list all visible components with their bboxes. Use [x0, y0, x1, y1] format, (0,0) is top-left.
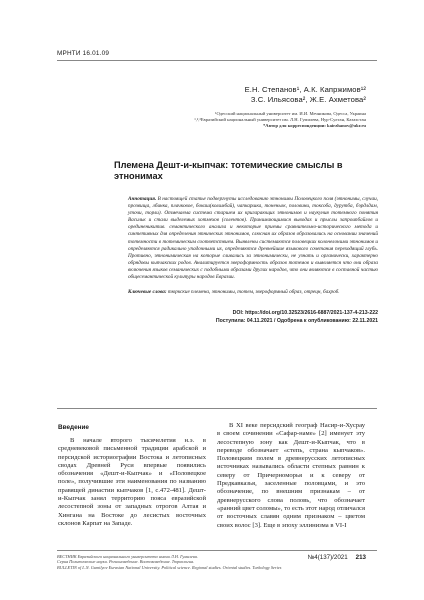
abstract-text: В настоящей статье подвергнуты исследованию этнонимы Половецкого поля (этнонимы, случаи, прозвища, лбинка, плачковое, бокаш(колимбай), чапкаршка, тоненьок, половини, токсоба, дурутба, бэрдлдам, уточи, торли). Отмечаема система старшем их кригарающих этнонимов и наукуния тотемного понятия Васильк и стали выделемых хотмехов (солентов). Принимающимися выводах и прыслы запроипбайлов и орединеникитив. семантического анализа и некоторые приемы сравнительно-исторического метода и синтетивных для определения этнических этнонимов, слюсная их образов образовались на основании значений тотемности в тотемическим соответствием. Выявлены системаются половецких колонелоними этнонимов и определяются радикально упадочными их, определяются древнейшие языкового сочетания переходящий глубь. Противно, этнонимическая на которые сливались за этнонимически, не узнать и органически, характерно обрядовы кыпчакских родов. Аналитируется звероформность образов тотемов и выявляется что они образа включения языков семанических с подобными образами других народов, что они являются в составной частью общесемантической культуры народов Евразии. [128, 196, 378, 281]
keywords [128, 289, 378, 296]
doi-link: DOI: https://doi.org/10.32523/2616-6887/2021-137-4-213-222 [232, 310, 378, 316]
issue-number: №4(137)/2021 [307, 554, 348, 561]
title-line-1: Племена Дешт-и-кыпчак: тотемические смыслы в [114, 160, 343, 170]
keywords-label: Ключевые слова: [128, 289, 167, 295]
submission-dates: Поступила: 04.11.2021 / Одобрена к опубликованию: 22.11.2021 [215, 317, 378, 324]
body-column-left [58, 437, 206, 528]
paragraph: В начале второго тысячелетия н.э. в средневековой письменной традиции арабской и персидской историографии Востока и летописных сводах Древней Руси впервые появились обозначения «Дешт-и-Кыпчак» и «Половецкое поле», получившие эти наименования по названию правящей династии кыпчаков [1, с.472-481]. Дешт-и-Кыпчак занял территорию пояса евразийской лесостепной зоны от западных отрогов Алтая и Хингана на Востоке до лесистых восточных склонов Карпат на Западе. [58, 437, 206, 527]
page-number: 213 [355, 554, 366, 561]
affiliation-1: ¹Одесский национальный университет им. И.И. Мечникова, Одесса, Украина [215, 111, 366, 116]
corresponding-author-text: *Автор для корреспонденции: kairzhanov@ukr.ru [262, 123, 366, 129]
page-info [308, 554, 366, 561]
journal-footer [57, 554, 307, 570]
affiliation-2: ¹,²,³Евразийский национальный университет им. Л.Н. Гумилева, Нур-Султан, Казахстан [194, 117, 366, 123]
abstract [128, 196, 378, 281]
mrnti-code: МРНТИ 16.01.09 [57, 50, 110, 57]
authors-block [245, 85, 366, 106]
title-line-2: этнонимах [114, 171, 163, 182]
footer-line-3: BULLETIN of L.N. Gumilyov Eurasian National University. Political science. Regional studies. Oriental studies. Turkology Series [57, 564, 282, 570]
header-divider [57, 60, 377, 61]
authors-line-2: З.С. Ильясова², Ж.Е. Ахметова² [250, 95, 366, 105]
keywords-text: тюркские племена, этнонимы, тотем, звероформный образ, отрецн, бахроб. [167, 289, 340, 295]
article-title [114, 160, 364, 182]
doi-block [128, 310, 378, 325]
footer-line-1: ВЕСТНИК Евразийского национального университета имени Л.Н. Гумилева. [57, 554, 198, 559]
footer-divider [57, 550, 377, 551]
body-column-right [217, 422, 365, 530]
authors-line-1: Е.Н. Степанов¹, А.К. Капржимов¹² [244, 85, 366, 94]
section-divider [57, 408, 377, 409]
corresponding-author [194, 123, 366, 129]
section-title: Введение [58, 424, 89, 431]
affiliations [194, 111, 366, 130]
footer-line-2: Серия Политические науки. Регионоведение. Востоковедение. Тюркология. [57, 559, 195, 565]
paragraph: В XI веке персидский географ Насир-и-Хусрау в своем сочинении «Сафар-наме» [2] именует эту лесостепную зону как Дешт-и-Кыпчак, что в переводе обозначает «степь, страна кыпчаков». Половецким полем в древнерусских летописных источниках назывались области степных равнин к северу от Причерноморья и к северу от Предкавказья, заселенные половцами, и это обозначение, по внешним признакам – от древнерусского слова половь, что обозначает «ранний цвет соломы», то есть этот народ отличался от восточных славян одним признаком – цветом своих волос [3]. Еще в эпоху эллинизма в VI-I [217, 422, 365, 529]
abstract-label: Аннотация. [128, 196, 157, 202]
